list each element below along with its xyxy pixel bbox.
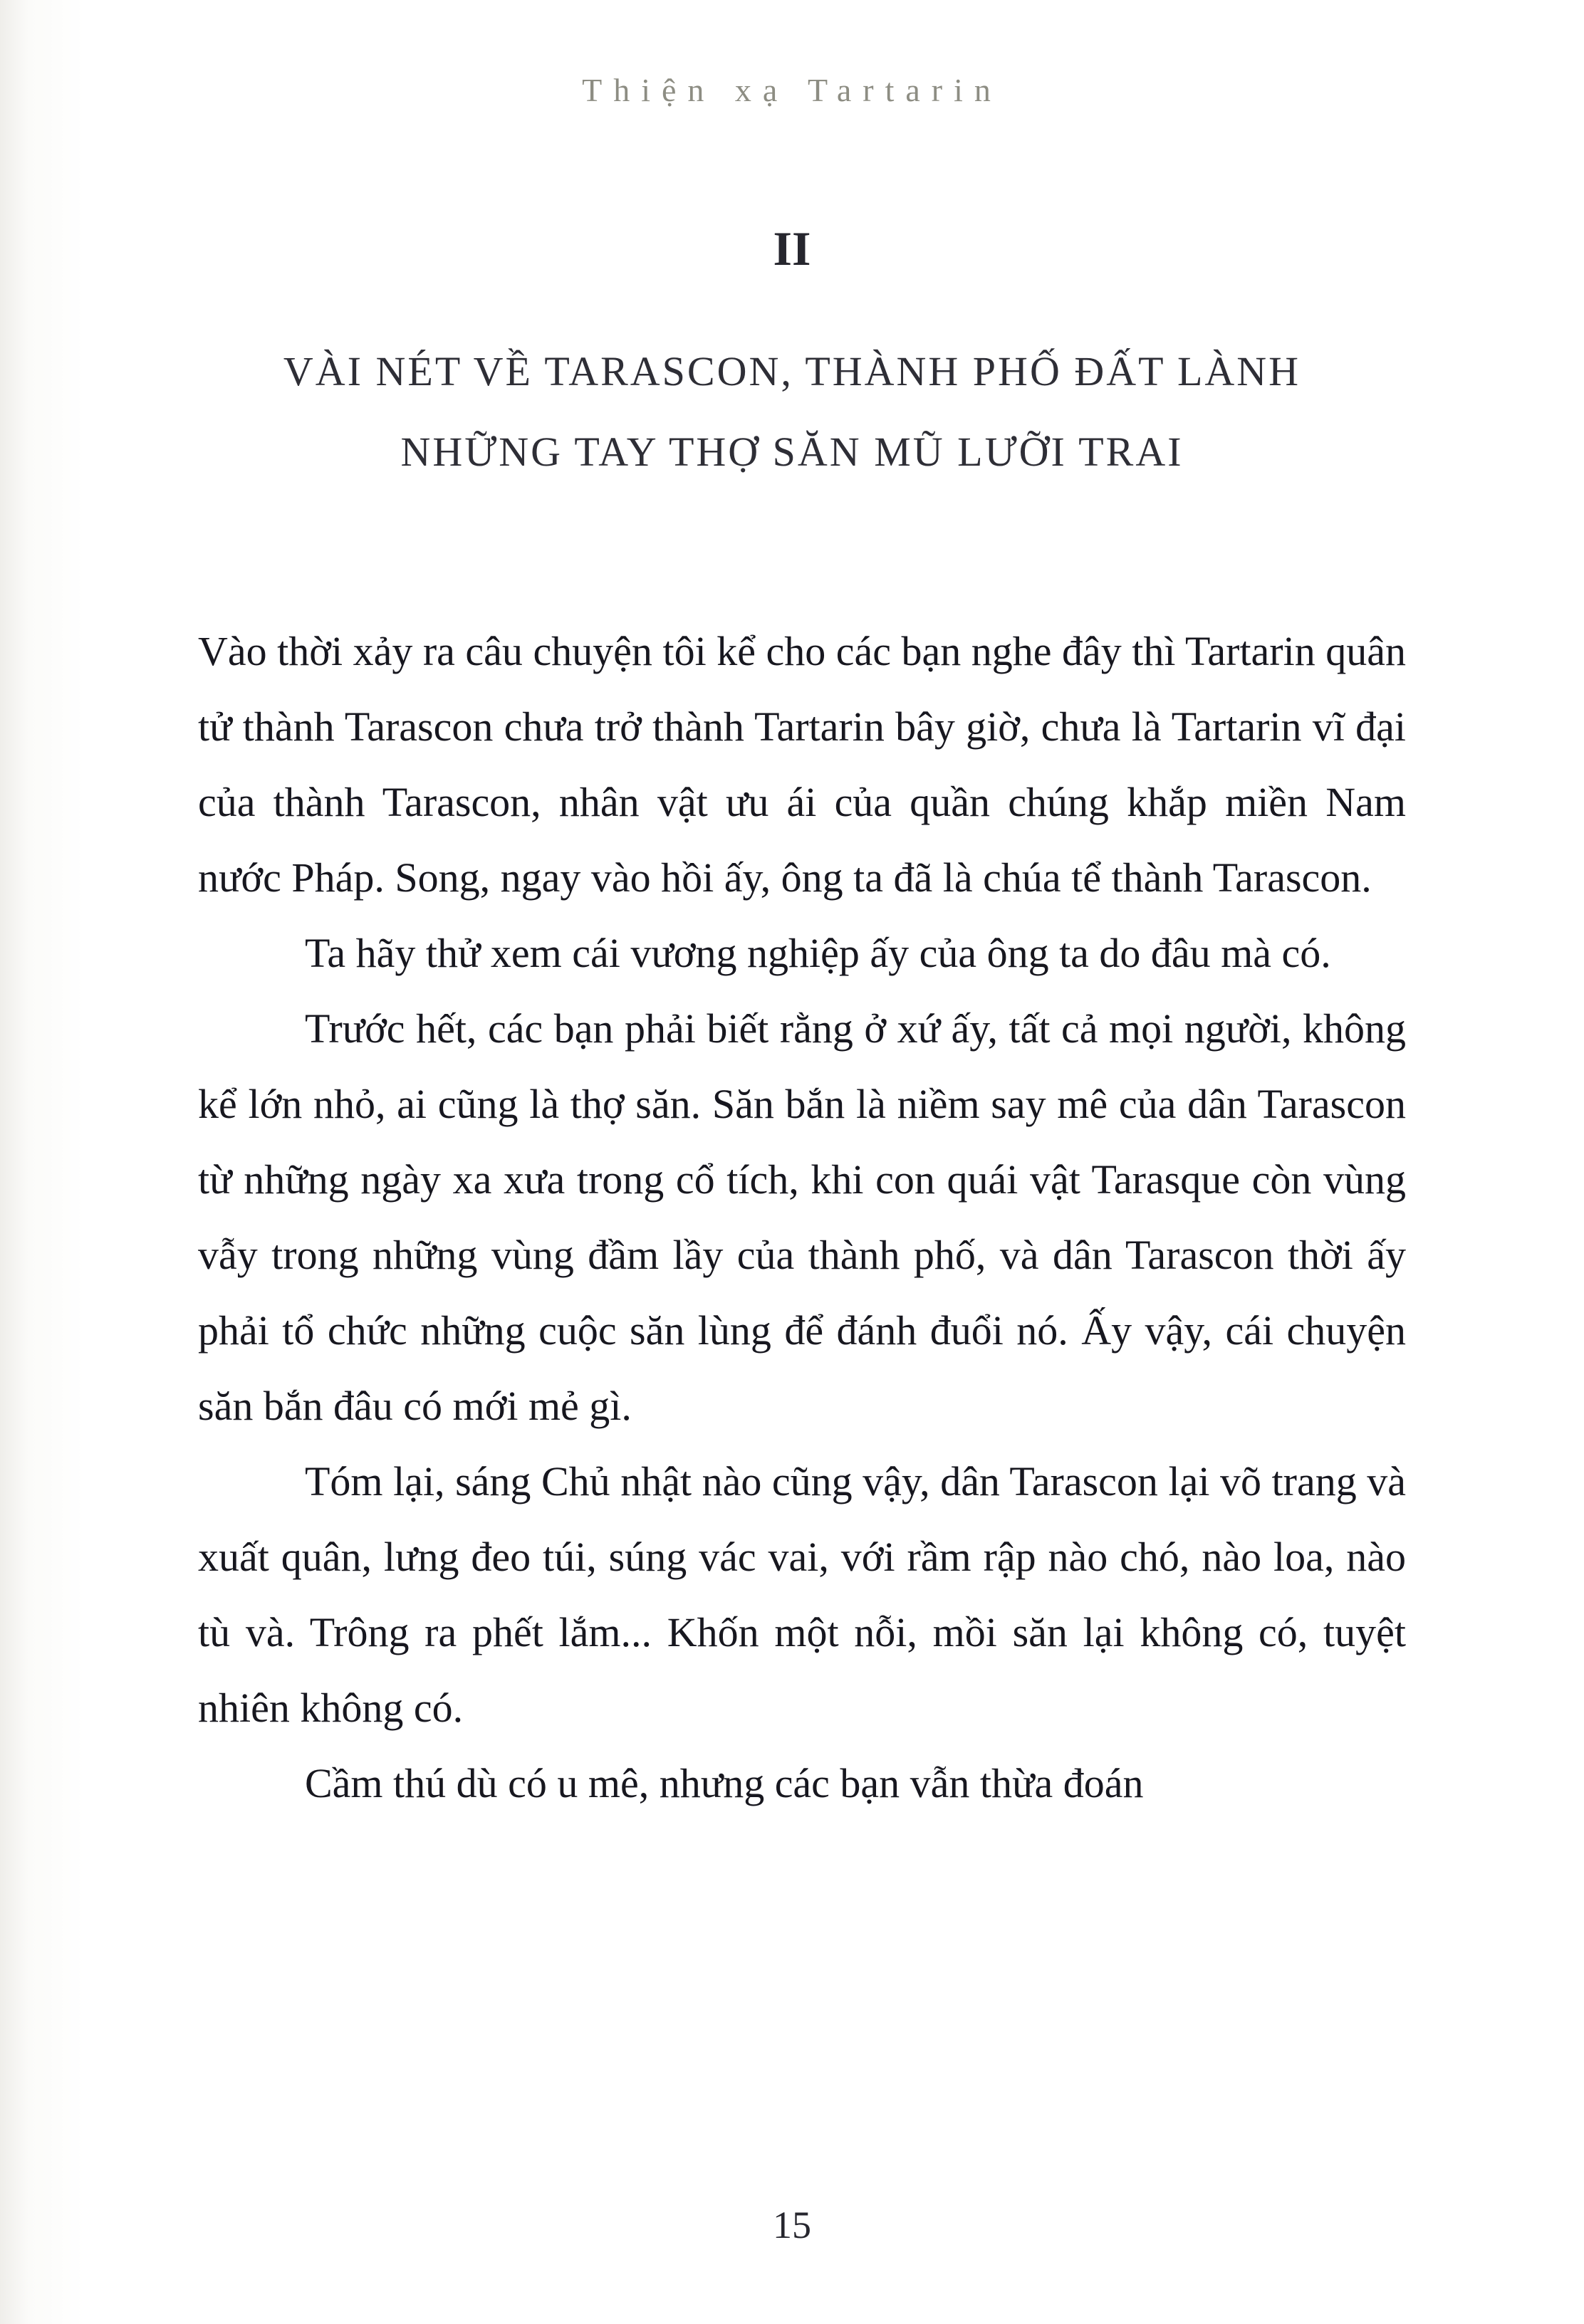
chapter-number: II [773,221,811,276]
running-header: Thiện xạ Tartarin [582,72,1002,108]
body-text [198,614,1406,1821]
chapter-title-line-1: VÀI NÉT VỀ TARASCON, THÀNH PHỐ ĐẤT LÀNH [283,348,1301,394]
paragraph: Vào thời xảy ra câu chuyện tôi kể cho các bạn nghe đây thì Tartarin quân tử thành Tarascon chưa trở thành Tartarin bây giờ, chưa là Tartarin vĩ đại của thành Tarascon, nhân vật ưu ái của quần chúng khắp miền Nam nước Pháp. Song, ngay vào hồi ấy, ông ta đã là chúa tể thành Tarascon. [198,628,1406,901]
chapter-title [107,331,1477,492]
chapter-title-line-2: NHỮNG TAY THỢ SĂN MŨ LƯỠI TRAI [400,429,1184,476]
paragraph: Tóm lại, sáng Chủ nhật nào cũng vậy, dân Tarascon lại võ trang và xuất quân, lưng đeo túi, súng vác vai, với rầm rập nào chó, nào loa, nào tù và. Trông ra phết lắm... Khốn một nỗi, mồi săn lại không có, tuyệt nhiên không có. [198,1458,1406,1731]
paragraph: Ta hãy thử xem cái vương nghiệp ấy của ông ta do đâu mà có. [305,930,1331,976]
page-number: 15 [773,2204,811,2246]
paragraph: Cầm thú dù có u mê, nhưng các bạn vẫn thừa đoán [305,1760,1144,1806]
paragraph: Trước hết, các bạn phải biết rằng ở xứ ấy, tất cả mọi người, không kể lớn nhỏ, ai cũng là thợ săn. Săn bắn là niềm say mê của dân Tarascon từ những ngày xa xưa trong cổ tích, khi con quái vật Tarasque còn vùng vẫy trong những vùng đầm lầy của thành phố, và dân Tarascon thời ấy phải tổ chức những cuộc săn lùng để đánh đuổi nó. Ấy vậy, cái chuyện săn bắn đâu có mới mẻ gì. [198,1005,1406,1429]
